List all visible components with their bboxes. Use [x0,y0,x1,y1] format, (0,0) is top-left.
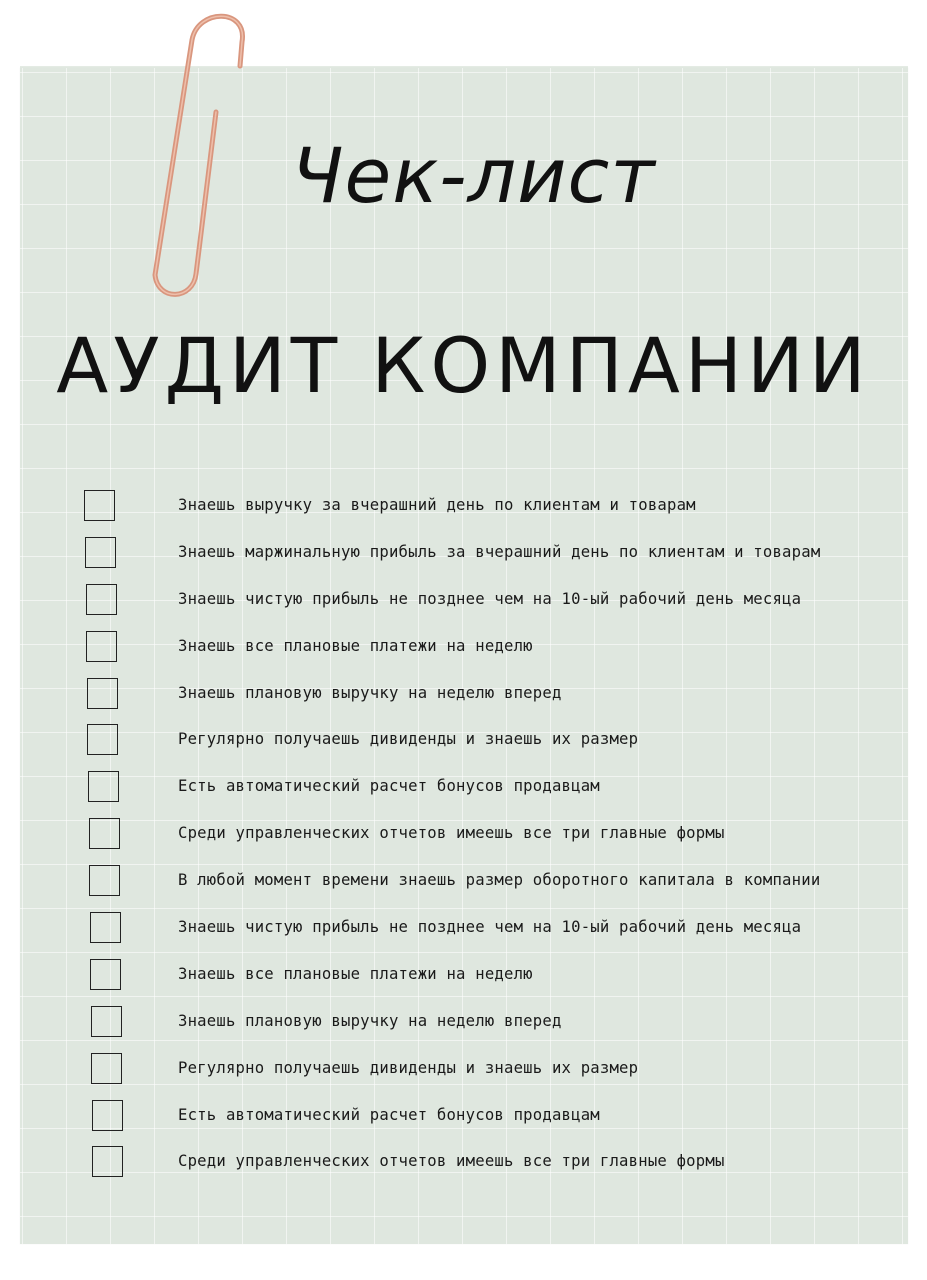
checkbox[interactable] [90,912,121,943]
checkbox[interactable] [90,959,121,990]
checkbox[interactable] [92,1100,123,1131]
document-title-script: Чек-лист [291,131,656,220]
checklist-item-label: Есть автоматический расчет бонусов продавцам [178,777,600,796]
audit-checklist [84,488,884,1191]
checklist-item-label: Знаешь выручку за вчерашний день по клиентам и товарам [178,496,696,514]
checklist-item [84,816,884,863]
checklist-item [84,1051,884,1098]
checkbox[interactable] [91,1053,122,1084]
checklist-item-label: Знаешь чистую прибыль не позднее чем на 10-ый рабочий день месяца [178,589,802,608]
checklist-item-label: Знаешь плановую выручку на неделю вперед [178,1011,562,1030]
checklist-item-label: Есть автоматический расчет бонусов продавцам [178,1105,600,1124]
checklist-item [84,629,884,676]
checklist-item [84,863,884,910]
document-title-main: АУДИТ КОМПАНИИ [56,321,871,410]
checkbox[interactable] [87,678,118,709]
checklist-item-label: Среди управленческих отчетов имеешь все три главные формы [178,1152,725,1171]
checklist-item-label: Знаешь плановую выручку на неделю вперед [178,683,562,702]
checklist-item-label: Знаешь маржинальную прибыль за вчерашний день по клиентам и товарам [178,542,821,561]
checklist-item [84,722,884,769]
checkbox[interactable] [91,1006,122,1037]
checkbox[interactable] [88,771,119,802]
checklist-item-label: Среди управленческих отчетов имеешь все три главные формы [178,824,725,843]
checkbox[interactable] [86,584,117,615]
checkbox[interactable] [86,631,117,662]
checklist-item-label: Знаешь все плановые платежи на неделю [178,636,533,655]
checklist-item-label: В любой момент времени знаешь размер оборотного капитала в компании [178,871,821,890]
checkbox[interactable] [92,1146,123,1177]
checklist-item [84,957,884,1004]
checklist-item [84,582,884,629]
checklist-item [84,676,884,723]
checklist-item-label: Знаешь чистую прибыль не позднее чем на 10-ый рабочий день месяца [178,918,802,937]
checklist-item-label: Регулярно получаешь дивиденды и знаешь их размер [178,1058,639,1077]
checklist-item [84,488,884,535]
checklist-item [84,1098,884,1145]
checklist-item [84,1004,884,1051]
checkbox[interactable] [85,537,116,568]
checklist-item [84,769,884,816]
checklist-item-label: Знаешь все плановые платежи на неделю [178,964,533,983]
checklist-item [84,535,884,582]
checkbox[interactable] [89,865,120,896]
checklist-item [84,910,884,957]
checkbox[interactable] [87,724,118,755]
checkbox[interactable] [89,818,120,849]
checkbox[interactable] [84,490,115,521]
checklist-item [84,1144,884,1191]
checklist-item-label: Регулярно получаешь дивиденды и знаешь их размер [178,730,639,749]
